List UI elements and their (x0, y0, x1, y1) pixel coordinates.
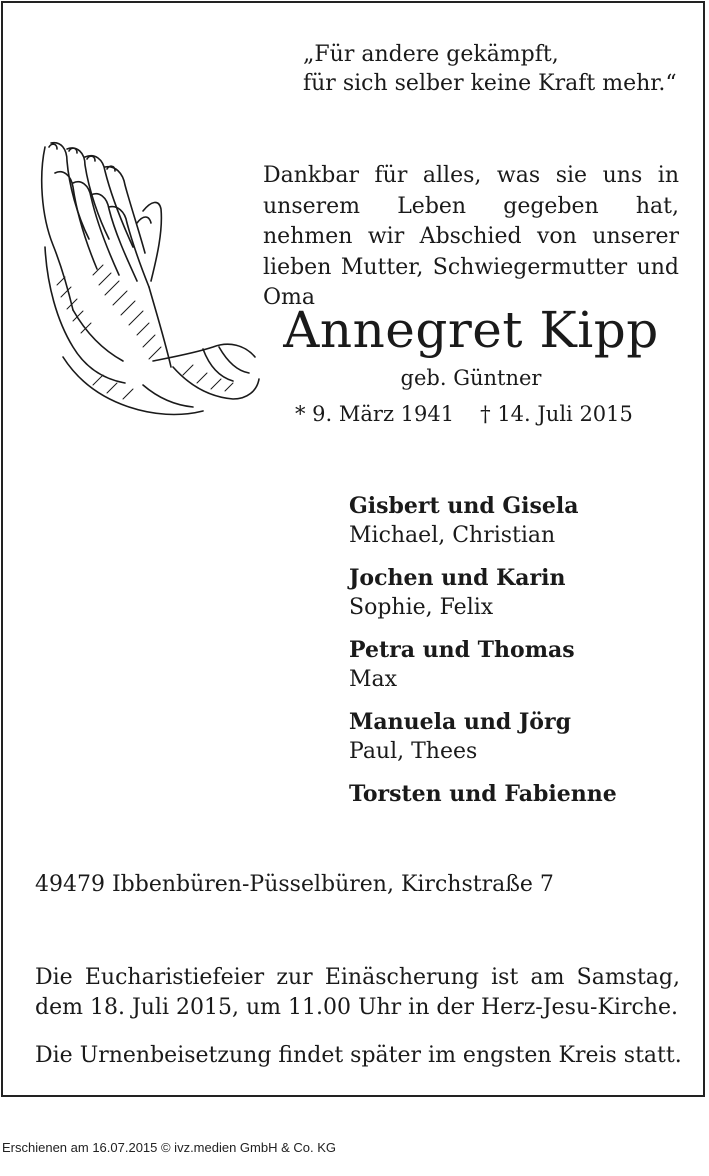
family-group (349, 707, 617, 767)
death-date: † 14. Juli 2015 (480, 402, 633, 426)
quote (303, 40, 677, 98)
family-names: Manuela und Jörg (349, 709, 571, 735)
family-names: Petra und Thomas (349, 637, 575, 663)
family-group (349, 563, 617, 623)
family-group (349, 491, 617, 551)
family-children: Michael, Christian (349, 523, 556, 548)
address: 49479 Ibbenbüren-Püsselbüren, Kirchstraße 7 (35, 872, 554, 897)
publication-footer: Erschienen am 16.07.2015 © ivz.medien GmbH & Co. KG (2, 1140, 337, 1155)
intro-text: Dankbar für alles, was sie uns in unserem Leben gegeben hat, nehmen wir Abschied von unserer lieben Mutter, Schwiegermutter und Oma (263, 163, 679, 310)
quote-line-2: für sich selber keine Kraft mehr.“ (303, 71, 677, 96)
praying-hands-icon (33, 135, 261, 423)
family-children: Sophie, Felix (349, 595, 494, 620)
burial-notice: Die Urnenbeisetzung findet später im engsten Kreis statt. (35, 1043, 682, 1068)
deceased-name: Annegret Kipp (283, 301, 659, 359)
birth-name: geb. Güntner (400, 366, 542, 390)
family-list (349, 491, 617, 821)
family-group (349, 779, 617, 809)
life-dates (295, 400, 633, 428)
family-names: Jochen und Karin (349, 565, 566, 591)
family-names: Torsten und Fabienne (349, 781, 617, 807)
obituary-frame (1, 1, 705, 1097)
quote-line-1: „Für andere gekämpft, (303, 42, 559, 67)
family-group (349, 635, 617, 695)
family-children: Paul, Thees (349, 739, 478, 764)
service-notice: Die Eucharistiefeier zur Einäscherung ist am Samstag, dem 18. Juli 2015, um 11.00 Uhr in der Herz-Jesu-Kirche. (35, 965, 680, 1020)
family-children: Max (349, 667, 398, 692)
family-names: Gisbert und Gisela (349, 493, 579, 519)
birth-date: * 9. März 1941 (295, 402, 455, 426)
